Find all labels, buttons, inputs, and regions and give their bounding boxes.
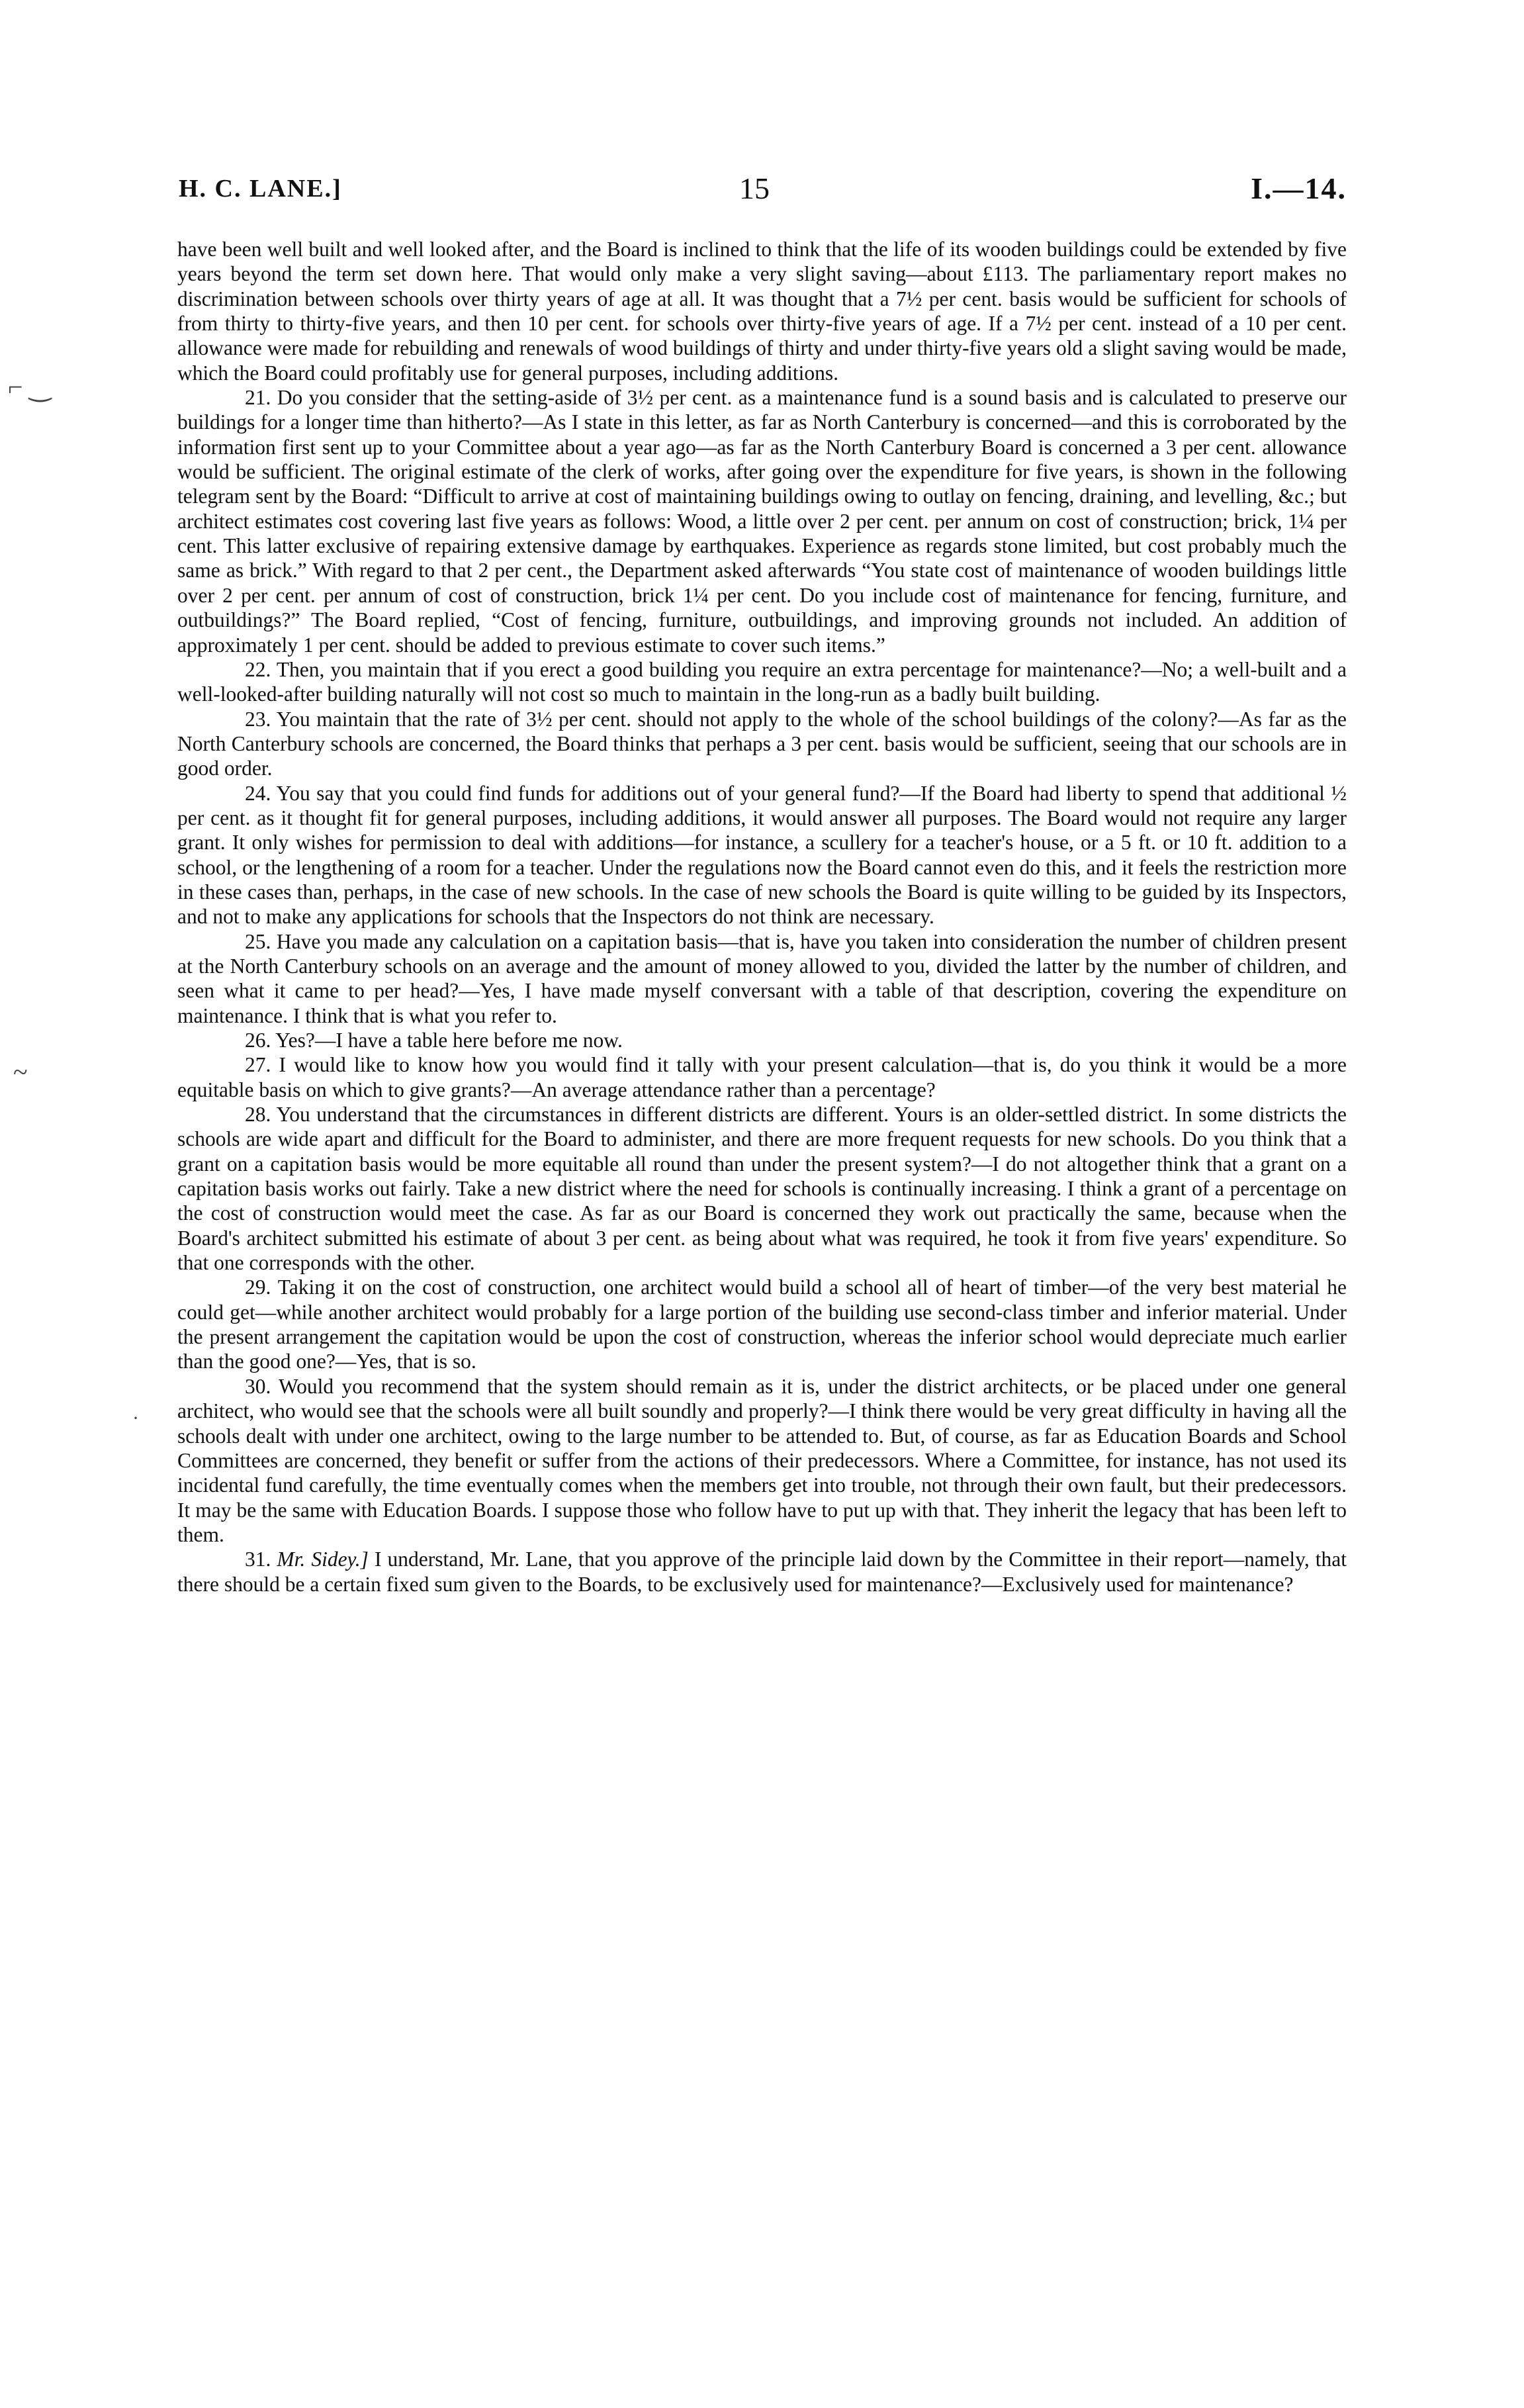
question-text: I understand, Mr. Lane, that you approve of the principle laid down by the Committee in their report—namely, that there should be a certain fixed sum given to the Boards, to be exclusively used for maintenance?—Exclusively used for maintenance? bbox=[177, 1548, 1347, 1596]
margin-dot-mark: · bbox=[132, 1407, 139, 1429]
document-body bbox=[177, 237, 1347, 1597]
paragraph-question-25: 25. Have you made any calculation on a capitation basis—that is, have you taken into consideration the number of children present at the North Canterbury schools on an average and the amount of money allowed to you, divided the latter by the number of children, and seen what it came to per head?—Yes, I have made myself conversant with a table of that description, covering the expenditure on maintenance. I think that is what you refer to. bbox=[177, 929, 1347, 1027]
paragraph-question-27: 27. I would like to know how you would find it tally with your present calculation—that is, do you think it would be a more equitable basis on which to give grants?—An average attendance rather than a percentage? bbox=[177, 1053, 1347, 1101]
speaker-name: Mr. Sidey.] bbox=[277, 1548, 369, 1571]
paragraph-question-22: 22. Then, you maintain that if you erect a good building you require an extra percentage for maintenance?—No; a well-built and a well-looked-after building naturally will not cost so much to maintain in the long-run as a badly built building. bbox=[177, 657, 1347, 706]
paragraph-continuation: have been well built and well looked after, and the Board is inclined to think that the life of its wooden buildings could be extended by five years beyond the term set down here. That would only make a very slight saving—about £113. The parliamentary report makes no discrimination between schools over thirty years of age at all. It was thought that a 7½ per cent. basis would be sufficient for schools of from thirty to thirty-five years, and then 10 per cent. for schools over thirty-five years of age. If a 7½ per cent. instead of a 10 per cent. allowance were made for rebuilding and renewals of wood buildings of thirty and under thirty-five years old a slight saving would be made, which the Board could profitably use for general purposes, including additions. bbox=[177, 238, 1347, 385]
paragraph-question-21: 21. Do you consider that the setting-aside of 3½ per cent. as a maintenance fund is a sound basis and is calculated to preserve our buildings for a longer time than hitherto?—As I state in this letter, as far as North Canterbury is concerned—and this is corroborated by the information first sent up to your Committee about a year ago—as far as the North Canterbury Board is concerned a 3 per cent. allowance would be sufficient. The original estimate of the clerk of works, after going over the expenditure for five years, is shown in the following telegram sent by the Board: “Difficult to arrive at cost of maintaining buildings owing to outlay on fencing, draining, and levelling, &c.; but architect estimates cost covering last five years as follows: Wood, a little over 2 per cent. per annum on cost of construction; brick, 1¼ per cent. This latter exclusive of repairing extensive damage by earthquakes. Experience as regards stone limited, but cost probably much the same as brick.” With regard to that 2 per cent., the Department asked afterwards “You state cost of maintenance of wooden buildings little over 2 per cent. per annum of cost of construction, brick 1¼ per cent. Do you include cost of maintenance for fencing, furniture, and outbuildings?” The Board replied, “Cost of fencing, furniture, outbuildings, and improving grounds not included. An addition of approximately 1 per cent. should be added to previous estimate to cover such items.” bbox=[177, 386, 1347, 657]
margin-pencil-mark: ⌐ ‿ bbox=[8, 372, 51, 402]
parliamentary-paper-reference: I.—14. bbox=[1251, 171, 1347, 205]
paragraph-question-31 bbox=[177, 1547, 1347, 1597]
paragraph-question-26: 26. Yes?—I have a table here before me now. bbox=[245, 1029, 623, 1052]
paragraph-question-30: 30. Would you recommend that the system should remain as it is, under the district architects, or be placed under one general architect, who would see that the schools were all built soundly and properly?—I think there would be very great difficulty in having all the schools dealt with under one architect, owing to the large number to be attended to. But, of course, as far as Education Boards and School Committees are concerned, they benefit or suffer from the actions of their predecessors. Where a Committee, for instance, has not used its incidental fund carefully, the time eventually comes when the members get into trouble, not through their own fault, but their predecessors. It may be the same with Education Boards. I suppose those who follow have to put up with that. They inherit the legacy that has been left to them. bbox=[177, 1374, 1347, 1546]
paragraph-question-28: 28. You understand that the circumstances in different districts are different. Yours is an older-settled district. In some districts the schools are wide apart and difficult for the Board to administer, and there are more frequent requests for new schools. Do you think that a grant on a capitation basis would be more equitable all round than under the present system?—I do not altogether think that a grant on a capitation basis works out fairly. Take a new district where the need for schools is continually increasing. I think a grant of a percentage on the cost of construction would meet the case. As far as our Board is concerned they work out practically the same, because when the Board's architect submitted his estimate of about 3 per cent. as being about what was required, he took it from five years' expenditure. So that one corresponds with the other. bbox=[177, 1103, 1347, 1275]
page-number: 15 bbox=[739, 171, 770, 205]
paragraph-question-29: 29. Taking it on the cost of construction, one architect would build a school all of heart of timber—of the very best material he could get—while another architect would probably for a large portion of the building use second-class timber and inferior material. Under the present arrangement the capitation would be upon the cost of construction, whereas the inferior school would depreciate much earlier than the good one?—Yes, that is so. bbox=[177, 1275, 1347, 1373]
paragraph-question-23: 23. You maintain that the rate of 3½ per cent. should not apply to the whole of the school buildings of the colony?—As far as the North Canterbury schools are concerned, the Board thinks that perhaps a 3 per cent. basis would be sufficient, seeing that our schools are in good order. bbox=[177, 707, 1347, 780]
margin-pencil-mark: ~ bbox=[13, 1057, 28, 1087]
question-number: 31. bbox=[245, 1548, 271, 1571]
paragraph-question-24: 24. You say that you could find funds for additions out of your general fund?—If the Board had liberty to spend that additional ½ per cent. as it thought fit for general purposes, including additions, it would answer all purposes. The Board would not require any larger grant. It only wishes for permission to deal with additions—for instance, a scullery for a teacher's house, or a 5 ft. or 10 ft. addition to a school, or the lengthening of a room for a teacher. Under the regulations now the Board cannot even do this, and it feels the restriction more in these cases than, perhaps, in the case of new schools. In the case of new schools the Board is quite willing to be guided by its Inspectors, and not to make any applications for schools that the Inspectors do not think are necessary. bbox=[177, 781, 1347, 929]
running-header-witness: H. C. LANE.] bbox=[179, 175, 342, 203]
